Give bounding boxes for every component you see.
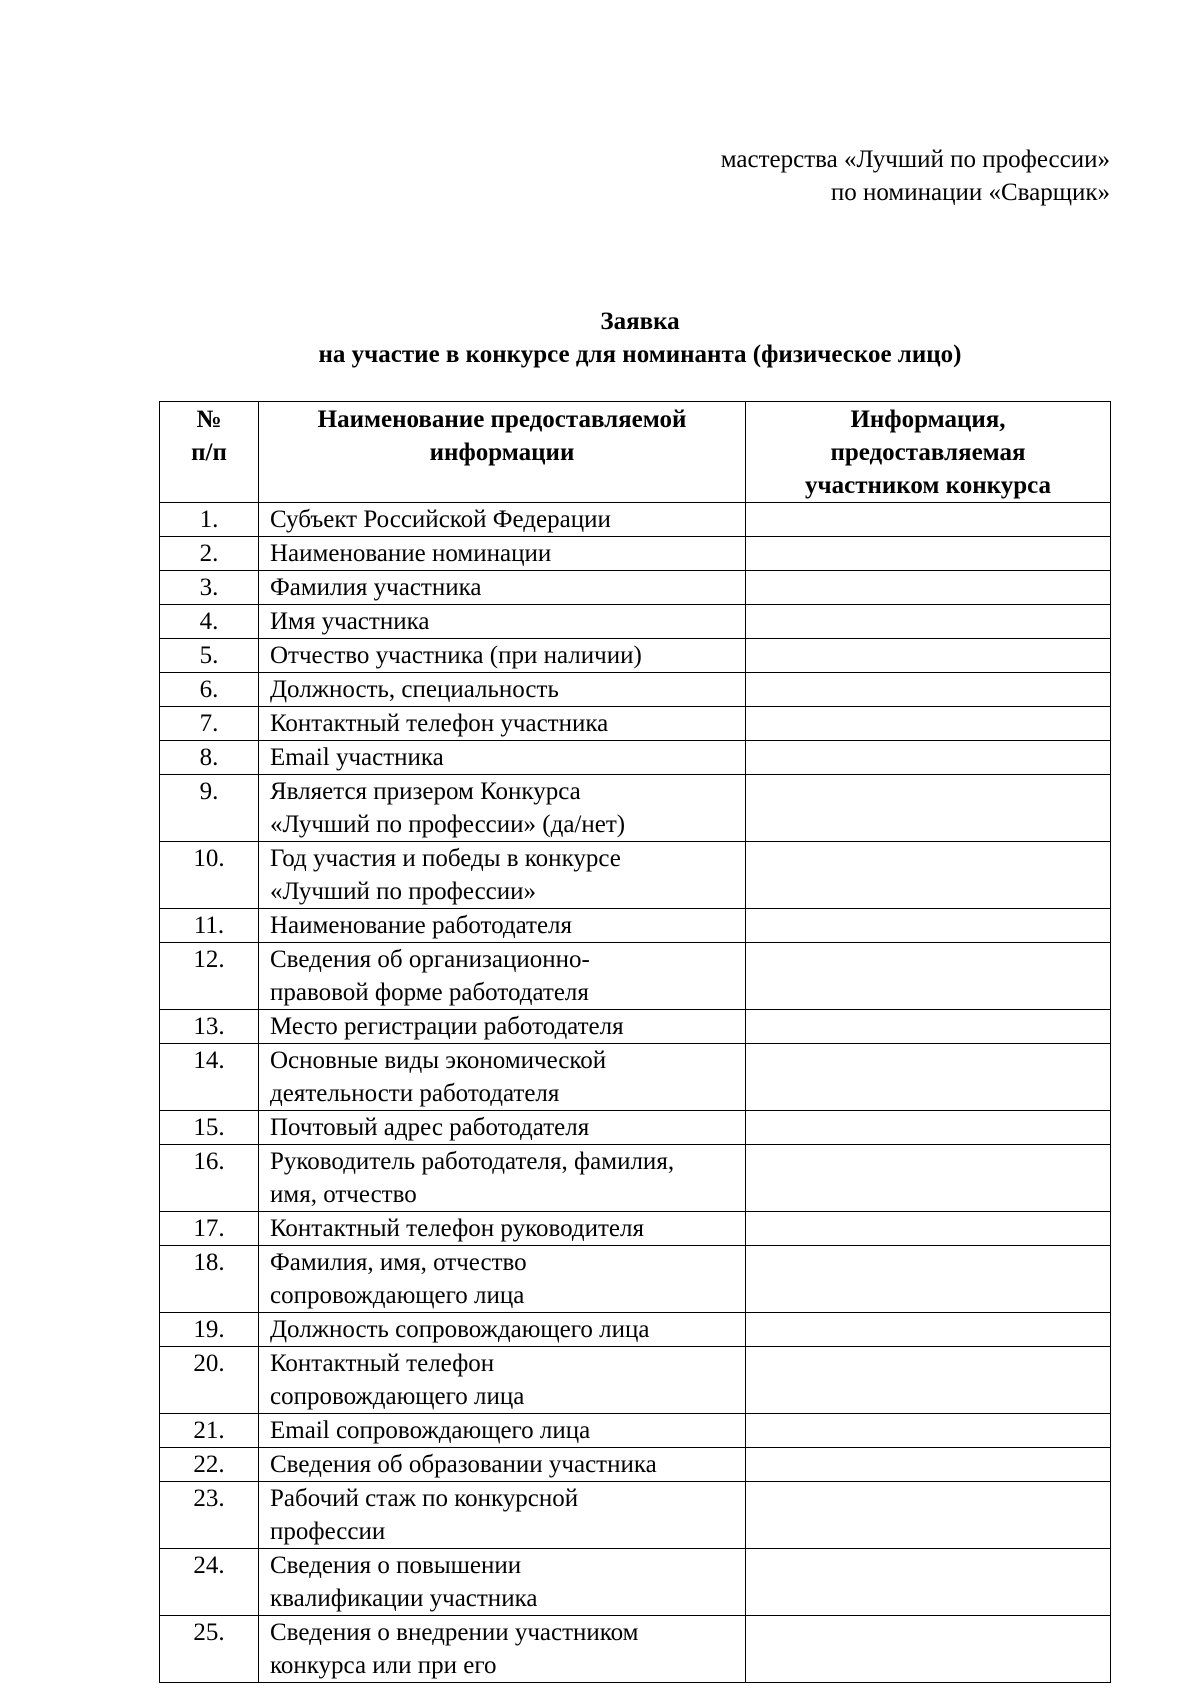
field-name-line: правовой форме работодателя	[270, 979, 589, 1006]
field-name-line: Является призером Конкурса	[270, 778, 581, 805]
table-row	[160, 1246, 1111, 1313]
row-number: 7.	[160, 707, 259, 741]
field-name-line: Почтовый адрес работодателя	[270, 1114, 590, 1141]
row-number: 24.	[160, 1549, 259, 1616]
row-info-cell[interactable]	[746, 943, 1111, 1010]
field-name-line: Email участника	[270, 744, 444, 771]
row-field-name	[259, 605, 746, 639]
row-info-cell[interactable]	[746, 605, 1111, 639]
row-info-cell[interactable]	[746, 1313, 1111, 1347]
row-info-cell[interactable]	[746, 639, 1111, 673]
header-name-line-1: Наименование предоставляемой	[317, 406, 687, 433]
row-number: 14.	[160, 1044, 259, 1111]
row-info-cell[interactable]	[746, 842, 1111, 909]
table-row	[160, 1111, 1111, 1145]
row-number: 9.	[160, 775, 259, 842]
row-number: 5.	[160, 639, 259, 673]
row-info-cell[interactable]	[746, 571, 1111, 605]
field-name-line: Отчество участника (при наличии)	[270, 642, 642, 669]
field-name-line: Сведения об организационно-	[270, 946, 590, 973]
row-info-cell[interactable]	[746, 1414, 1111, 1448]
field-name-line: Должность сопровождающего лица	[270, 1316, 650, 1343]
field-name-line: «Лучший по профессии»	[270, 878, 537, 905]
row-field-name	[259, 1212, 746, 1246]
header-name-line-2: информации	[429, 439, 575, 466]
row-info-cell[interactable]	[746, 1347, 1111, 1414]
row-info-cell[interactable]	[746, 909, 1111, 943]
row-info-cell[interactable]	[746, 1111, 1111, 1145]
field-name-line: Основные виды экономической	[270, 1047, 607, 1074]
row-info-cell[interactable]	[746, 673, 1111, 707]
field-name-line: Фамилия участника	[270, 574, 482, 601]
field-name-line: Сведения о внедрении участником	[270, 1619, 639, 1646]
row-number: 15.	[160, 1111, 259, 1145]
table-row	[160, 842, 1111, 909]
table-row	[160, 1313, 1111, 1347]
table-row	[160, 1145, 1111, 1212]
field-name-line: профессии	[270, 1518, 386, 1545]
title-line-2: на участие в конкурсе для номинанта (физическое лицо)	[318, 341, 962, 368]
row-number: 12.	[160, 943, 259, 1010]
field-name-line: «Лучший по профессии» (да/нет)	[270, 811, 626, 838]
row-info-cell[interactable]	[746, 775, 1111, 842]
row-field-name	[259, 707, 746, 741]
field-name-line: Имя участника	[270, 608, 430, 635]
table-row	[160, 571, 1111, 605]
row-number: 17.	[160, 1212, 259, 1246]
row-info-cell[interactable]	[746, 1145, 1111, 1212]
table-row	[160, 1347, 1111, 1414]
row-number: 16.	[160, 1145, 259, 1212]
field-name-line: Фамилия, имя, отчество	[270, 1249, 527, 1276]
row-number: 3.	[160, 571, 259, 605]
row-field-name	[259, 1616, 746, 1683]
table-row	[160, 1414, 1111, 1448]
row-field-name	[259, 571, 746, 605]
row-field-name	[259, 943, 746, 1010]
row-number: 20.	[160, 1347, 259, 1414]
field-name-line: квалификации участника	[270, 1585, 538, 1612]
header-info-line-3: участником конкурса	[805, 472, 1051, 499]
row-field-name	[259, 909, 746, 943]
table-row	[160, 1549, 1111, 1616]
row-number: 4.	[160, 605, 259, 639]
row-field-name	[259, 1145, 746, 1212]
header-info-line-1: Информация,	[850, 406, 1006, 433]
row-field-name	[259, 503, 746, 537]
row-field-name	[259, 1414, 746, 1448]
row-number: 8.	[160, 741, 259, 775]
row-number: 22.	[160, 1448, 259, 1482]
row-field-name	[259, 1347, 746, 1414]
row-info-cell[interactable]	[746, 537, 1111, 571]
row-field-name	[259, 1010, 746, 1044]
header-num-line-1: №	[196, 406, 222, 433]
table-row	[160, 503, 1111, 537]
table-row	[160, 1212, 1111, 1246]
table-body	[160, 503, 1111, 1683]
row-number: 11.	[160, 909, 259, 943]
row-info-cell[interactable]	[746, 1010, 1111, 1044]
row-field-name	[259, 775, 746, 842]
row-field-name	[259, 1313, 746, 1347]
field-name-line: деятельности работодателя	[270, 1080, 560, 1107]
application-table	[159, 401, 1111, 1683]
row-number: 25.	[160, 1616, 259, 1683]
row-number: 6.	[160, 673, 259, 707]
field-name-line: Контактный телефон	[270, 1350, 495, 1377]
row-field-name	[259, 1482, 746, 1549]
field-name-line: Должность, специальность	[270, 676, 559, 703]
row-number: 1.	[160, 503, 259, 537]
row-field-name	[259, 537, 746, 571]
header-info-line-2: предоставляемая	[830, 439, 1026, 466]
table-row	[160, 741, 1111, 775]
row-info-cell[interactable]	[746, 741, 1111, 775]
header-info	[746, 402, 1111, 503]
row-field-name	[259, 639, 746, 673]
row-field-name	[259, 842, 746, 909]
table-row	[160, 1044, 1111, 1111]
row-number: 21.	[160, 1414, 259, 1448]
field-name-line: Год участия и победы в конкурсе	[270, 845, 621, 872]
row-info-cell[interactable]	[746, 1448, 1111, 1482]
field-name-line: Сведения об образовании участника	[270, 1451, 657, 1478]
table-row	[160, 639, 1111, 673]
row-info-cell[interactable]	[746, 1549, 1111, 1616]
field-name-line: Место регистрации работодателя	[270, 1013, 624, 1040]
field-name-line: сопровождающего лица	[270, 1282, 525, 1309]
row-info-cell[interactable]	[746, 1482, 1111, 1549]
row-info-cell[interactable]	[746, 1246, 1111, 1313]
field-name-line: Наименование работодателя	[270, 912, 573, 939]
header-name	[259, 402, 746, 503]
row-field-name	[259, 1246, 746, 1313]
field-name-line: Контактный телефон участника	[270, 710, 609, 737]
row-number: 23.	[160, 1482, 259, 1549]
table-row	[160, 1010, 1111, 1044]
header-num	[160, 402, 259, 503]
row-number: 18.	[160, 1246, 259, 1313]
row-number: 2.	[160, 537, 259, 571]
row-field-name	[259, 1111, 746, 1145]
table-row	[160, 909, 1111, 943]
field-name-line: Руководитель работодателя, фамилия,	[270, 1148, 675, 1175]
row-number: 19.	[160, 1313, 259, 1347]
table-row	[160, 707, 1111, 741]
row-info-cell[interactable]	[746, 1044, 1111, 1111]
row-field-name	[259, 1448, 746, 1482]
row-field-name	[259, 673, 746, 707]
header-line-1: мастерства «Лучший по профессии»	[720, 146, 1110, 173]
table-row	[160, 605, 1111, 639]
field-name-line: Сведения о повышении	[270, 1552, 522, 1579]
field-name-line: Email сопровождающего лица	[270, 1417, 591, 1444]
field-name-line: имя, отчество	[270, 1181, 417, 1208]
table-row	[160, 1448, 1111, 1482]
header-line-2: по номинации «Сварщик»	[830, 179, 1110, 206]
document-title	[0, 305, 1200, 371]
field-name-line: Наименование номинации	[270, 540, 552, 567]
row-field-name	[259, 741, 746, 775]
header-block	[721, 143, 1110, 209]
field-name-line: конкурса или при его	[270, 1652, 497, 1679]
row-field-name	[259, 1044, 746, 1111]
table-row	[160, 673, 1111, 707]
row-info-cell[interactable]	[746, 707, 1111, 741]
table-row	[160, 943, 1111, 1010]
row-number: 10.	[160, 842, 259, 909]
table-row	[160, 537, 1111, 571]
row-number: 13.	[160, 1010, 259, 1044]
field-name-line: сопровождающего лица	[270, 1383, 525, 1410]
table-row	[160, 1482, 1111, 1549]
title-line-1: Заявка	[600, 308, 680, 335]
row-field-name	[259, 1549, 746, 1616]
header-num-line-2: п/п	[191, 439, 227, 466]
row-info-cell[interactable]	[746, 1616, 1111, 1683]
row-info-cell[interactable]	[746, 1212, 1111, 1246]
table-row	[160, 1616, 1111, 1683]
field-name-line: Контактный телефон руководителя	[270, 1215, 644, 1242]
table-row	[160, 775, 1111, 842]
table-header-row	[160, 402, 1111, 503]
field-name-line: Субъект Российской Федерации	[270, 506, 611, 533]
field-name-line: Рабочий стаж по конкурсной	[270, 1485, 579, 1512]
row-info-cell[interactable]	[746, 503, 1111, 537]
